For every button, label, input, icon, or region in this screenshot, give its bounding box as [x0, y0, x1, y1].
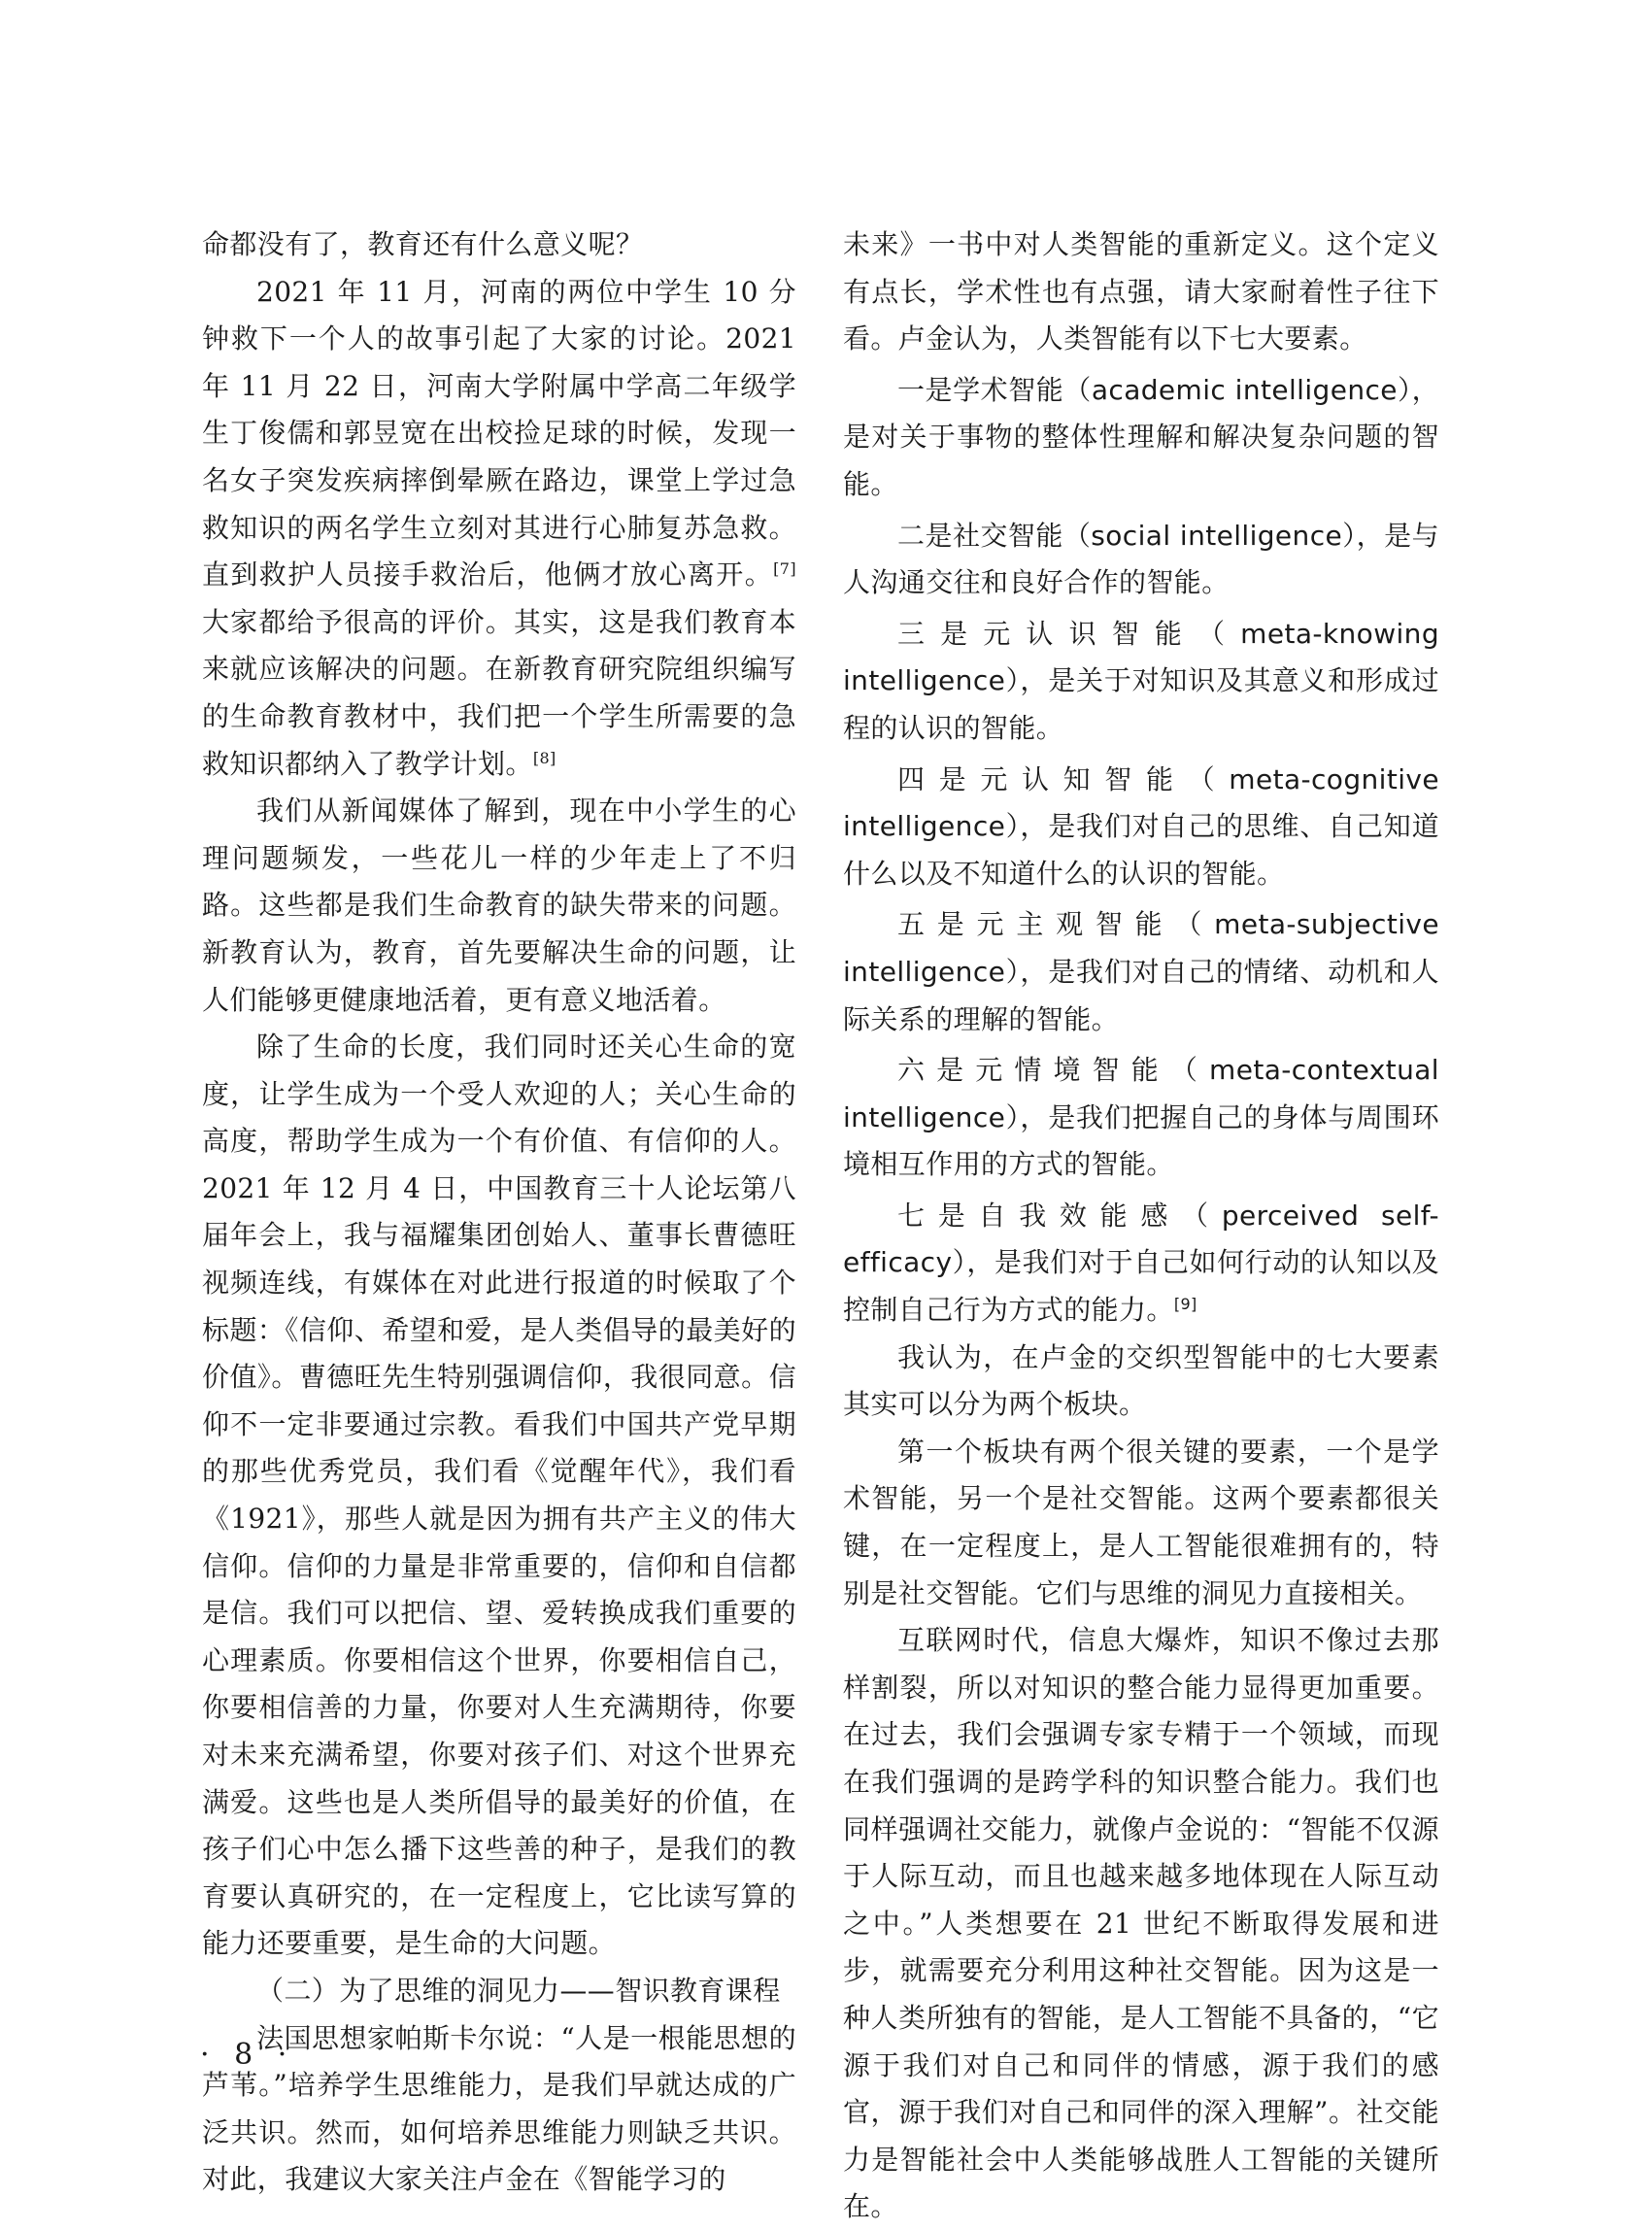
list-item: [843, 1193, 1439, 1335]
paragraph: 我认为，在卢金的交织型智能中的七大要素其实可以分为两个板块。: [843, 1340, 1439, 1421]
list-item: 三是元认识智能（meta-knowing intelligence），是关于对知识及其意义和形成过程的认识的智能。: [843, 617, 1439, 744]
paragraph: 法国思想家帕斯卡尔说：“人是一根能思想的芦苇。”培养学生思维能力，是我们早就达成的广泛共识。然而，如何培养思维能力则缺乏共识。对此，我建议大家关注卢金在《智能学习的: [202, 2021, 796, 2196]
footnote-ref: [8]: [532, 748, 556, 767]
paragraph: 命都没有了，教育还有什么意义呢？: [202, 228, 644, 260]
list-item: 六是元情境智能（meta-contextual intelligence），是我们把握自己的身体与周围环境相互作用的方式的智能。: [843, 1054, 1439, 1181]
paragraph: 互联网时代，信息大爆炸，知识不像过去那样割裂，所以对知识的整合能力显得更加重要。在过去，我们会强调专家专精于一个领域，而现在我们强调的是跨学科的知识整合能力。我们也同样强调社交能力，就像卢金说的：“智能不仅源于人际互动，而且也越来越多地体现在人际互动之中。”人类想要在 21 世纪不断取得发展和进步，就需要充分利用这种社交智能。因为这是一种人类所独有的智能，是人工智能不具备的，“它源于我们对自己和同伴的情感，源于我们的感官，源于我们对自己和同伴的深入理解”。社交能力是智能社会中人类能够战胜人工智能的关键所在。: [843, 1624, 1439, 2223]
footnote-ref: [9]: [1173, 1295, 1197, 1314]
right-column: [843, 221, 1439, 2231]
paragraph-text: 大家都给予很高的评价。其实，这是我们教育本来就应该解决的问题。在新教育研究院组织编写的生命教育教材中，我们把一个学生所需要的急救知识都纳入了教学计划。: [202, 605, 796, 780]
section-heading: （二）为了思维的洞见力——智识教育课程: [256, 1974, 781, 2007]
list-item: 四是元认知智能（meta-cognitive intelligence），是我们对自己的思维、自己知道什么以及不知道什么的认识的智能。: [843, 762, 1439, 890]
list-item: 二是社交智能（social intelligence），是与人沟通交往和良好合作的智能。: [843, 519, 1439, 599]
paragraph: 第一个板块有两个很关键的要素，一个是学术智能，另一个是社交智能。这两个要素都很关键，在一定程度上，是人工智能很难拥有的，特别是社交智能。它们与思维的洞见力直接相关。: [843, 1435, 1439, 1609]
paragraph: 除了生命的长度，我们同时还关心生命的宽度，让学生成为一个受人欢迎的人；关心生命的高度，帮助学生成为一个有价值、有信仰的人。2021 年 12 月 4 日，中国教育三十人论坛第八届年会上，我与福耀集团创始人、董事长曹德旺视频连线，有媒体在对此进行报道的时候取了个标题：《信仰、希望和爱，是人类倡导的最美好的价值》。曹德旺先生特别强调信仰，我很同意。信仰不一定非要通过宗教。看我们中国共产党早期的那些优秀党员，我们看《觉醒年代》，我们看《1921》，那些人就是因为拥有共产主义的伟大信仰。信仰的力量是非常重要的，信仰和自信都是信。我们可以把信、望、爱转换成我们重要的心理素质。你要相信这个世界，你要相信自己，你要相信善的力量，你要对人生充满期待，你要对未来充满希望，你要对孩子们、对这个世界充满爱。这些也是人类所倡导的最美好的价值，在孩子们心中怎么播下这些善的种子，是我们的教育要认真研究的，在一定程度上，它比读写算的能力还要重要，是生命的大问题。: [202, 1031, 796, 1960]
paragraph: 未来》一书中对人类智能的重新定义。这个定义有点长，学术性也有点强，请大家耐着性子往下看。卢金认为，人类智能有以下七大要素。: [843, 228, 1439, 355]
list-item: 五是元主观智能（meta-subjective intelligence），是我们对自己的情绪、动机和人际关系的理解的智能。: [843, 908, 1439, 1035]
footnote-ref: [7]: [773, 559, 796, 579]
list-item: 一是学术智能（academic intelligence），是对关于事物的整体性理解和解决复杂问题的智能。: [843, 373, 1439, 500]
paragraph: 我们从新闻媒体了解到，现在中小学生的心理问题频发，一些花儿一样的少年走上了不归路。这些都是我们生命教育的缺失带来的问题。新教育认为，教育，首先要解决生命的问题，让人们能够更健康地活着，更有意义地活着。: [202, 794, 796, 1016]
list-item-text: 七是自我效能感（perceived self-efficacy），是我们对于自己如何行动的认知以及控制自己行为方式的能力。: [843, 1199, 1439, 1327]
paragraph: [202, 269, 796, 789]
page-number: · 8 ·: [200, 2038, 295, 2072]
left-column: [202, 221, 796, 2204]
paragraph-text: 2021 年 11 月，河南的两位中学生 10 分钟救下一个人的故事引起了大家的讨论。2021 年 11 月 22 日，河南大学附属中学高二年级学生丁俊儒和郭昱宽在出校捡足球的时候，发现一名女子突发疾病摔倒晕厥在路边，课堂上学过急救知识的两名学生立刻对其进行心肺复苏急救。直到救护人员接手救治后，他俩才放心离开。: [202, 275, 796, 592]
